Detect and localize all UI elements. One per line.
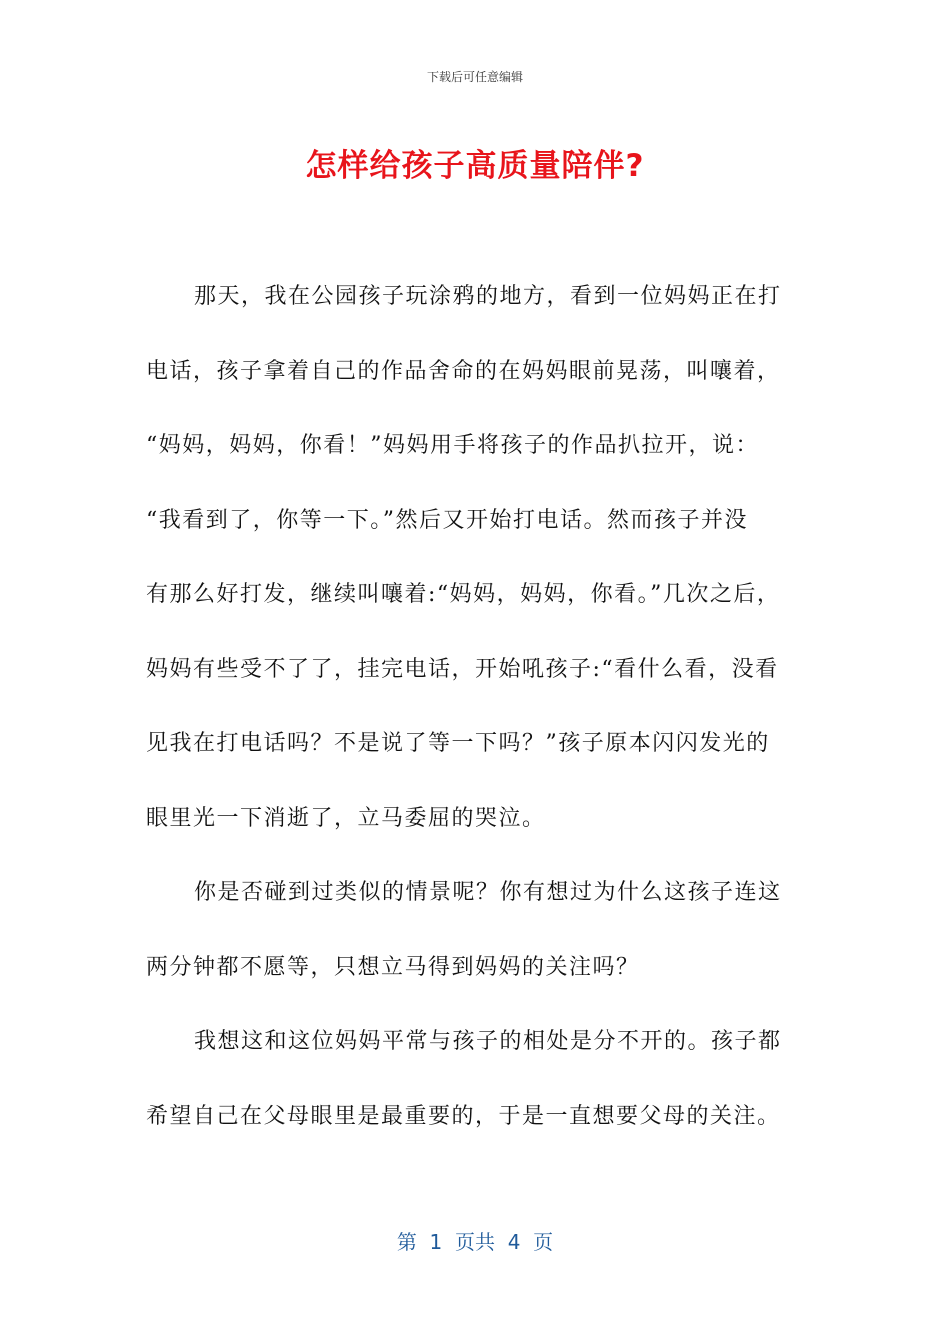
paragraph-line: 有那么好打发，继续叫嚷着:“妈妈，妈妈，你看。”几次之后， (146, 582, 781, 607)
document-body (146, 260, 806, 1154)
paragraph-line: “我看到了，你等一下。”然后又开始打电话。然而孩子并没 (146, 507, 748, 533)
paragraph-line: 你是否碰到过类似的情景呢？你有想过为什么这孩子连这 (194, 880, 782, 905)
paragraph-line: 那天，我在公园孩子玩涂鸦的地方，看到一位妈妈正在打 (194, 284, 782, 309)
paragraph-line: 妈妈有些受不了了，挂完电话，开始吼孩子:“看什么看，没看 (146, 656, 779, 682)
paragraph-line: 希望自己在父母眼里是最重要的，于是一直想要父母的关注。 (146, 1103, 781, 1129)
paragraph-line: 我想这和这位妈妈平常与孩子的相处是分不开的。孩子都 (194, 1029, 782, 1054)
header-note: 下载后可任意编辑 (426, 70, 523, 84)
paragraph-line: 见我在打电话吗？不是说了等一下吗？”孩子原本闪闪发光的 (146, 731, 770, 756)
paragraph-line: 电话，孩子拿着自己的作品舍命的在妈妈眼前晃荡，叫嚷着， (146, 358, 781, 384)
paragraph-line: 两分钟都不愿等，只想立马得到妈妈的关注吗？ (146, 954, 640, 980)
paragraph-line: 眼里光一下消逝了，立马委屈的哭泣。 (146, 805, 546, 831)
paragraph-line: “妈妈，妈妈，你看！”妈妈用手将孩子的作品扒拉开，说： (146, 433, 759, 458)
paragraph-1 (146, 260, 806, 856)
paragraph-3 (146, 1005, 806, 1154)
paragraph-2 (146, 856, 806, 1005)
document-title: 怎样给孩子高质量陪伴? (305, 148, 645, 184)
page-number-footer: 第 1 页共 4 页 (396, 1230, 554, 1254)
